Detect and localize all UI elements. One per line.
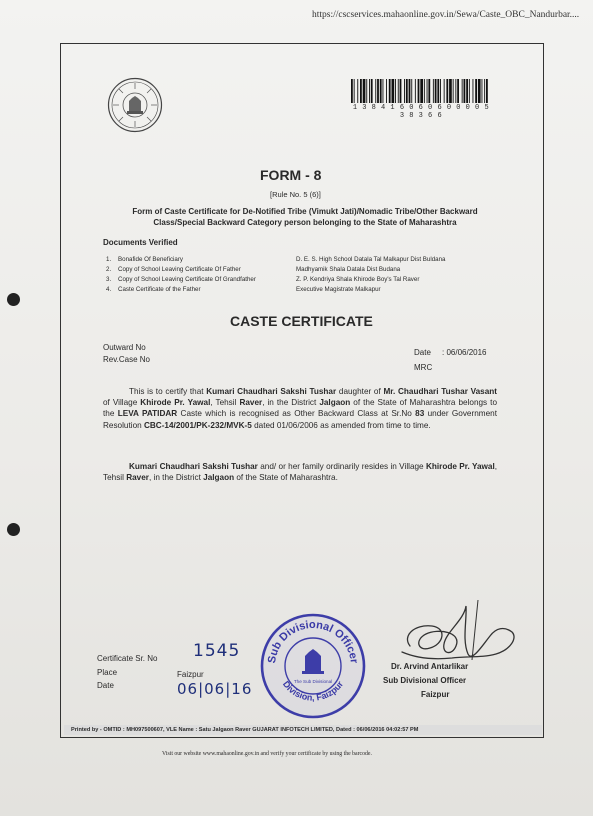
officer-title: Sub Divisional Officer	[383, 676, 467, 685]
officer-signature	[392, 596, 522, 671]
village-name: Khirode Pr. Yawal	[425, 462, 495, 471]
document-number: 2.	[106, 266, 112, 273]
punch-hole-top	[7, 293, 20, 306]
state-seal-icon	[107, 77, 163, 133]
certificate-heading: CASTE CERTIFICATE	[230, 313, 373, 329]
document-source: Z. P. Kendriya Shala Khirode Boy's Tal Raver	[296, 276, 420, 283]
caste-name: LEVA PATIDAR	[117, 409, 178, 419]
document-source: D. E. S. High School Datala Tal Malkapur Dist Buldana	[296, 256, 446, 263]
document-name: Copy of School Leaving Certificate Of Grandfather	[118, 276, 256, 283]
date-label-bottom: Date	[97, 681, 114, 690]
date-handwritten: 06|06|16	[177, 680, 253, 698]
stamp-center-text: The Sub Divisional	[293, 679, 333, 684]
document-row	[106, 276, 419, 283]
officer-place: Faizpur	[421, 690, 450, 699]
certificate-paragraph-2: Kumari Chaudhari Sakshi Tushar and/ or her family ordinarily resides in Village Khirode Pr. Yawal, Tehsil Raver, in the District Jalgaon of the State of Maharashtra.	[103, 462, 498, 483]
certificate-sr-no-handwritten: 1545	[193, 641, 241, 661]
tehsil-name: Raver	[239, 398, 263, 408]
mrc-label: MRC	[414, 363, 433, 372]
document-number: 3.	[106, 276, 112, 283]
date-label: Date	[414, 348, 431, 357]
applicant-name: Kumari Chaudhari Sakshi Tushar	[129, 462, 258, 471]
place-value: Faizpur	[177, 670, 204, 679]
form-subtitle: Form of Caste Certificate for De-Notified Tribe (Vimukt Jati)/Nomadic Tribe/Other Backward Class/Special Backward Category person belonging to the State of Maharashtra	[132, 207, 478, 227]
document-name: Bonafide Of Beneficiary	[118, 256, 184, 263]
rule-reference: [Rule No. 5 (6)]	[270, 190, 321, 199]
footer-verify-note: Visit our website www.mahaonline.gov.in and verify your certificate by using the barcode.	[162, 751, 372, 757]
document-row	[106, 286, 381, 293]
document-source: Madhyamik Shala Datala Dist Budana	[296, 266, 401, 273]
document-row	[106, 266, 400, 273]
document-number: 4.	[106, 286, 112, 293]
place-label: Place	[97, 668, 118, 677]
official-stamp	[258, 611, 368, 721]
certificate-sr-no-label: Certificate Sr. No	[97, 654, 158, 663]
officer-name: Dr. Arvind Antarlikar	[391, 662, 469, 671]
documents-heading: Documents Verified	[103, 238, 178, 247]
document-row	[106, 256, 446, 263]
village-name: Khirode Pr. Yawal	[140, 398, 211, 408]
document-source: Executive Magistrate Malkapur	[296, 286, 381, 293]
source-url: https://cscservices.mahaonline.gov.in/Sewa/Caste_OBC_Nandurbar....	[312, 10, 580, 20]
punch-hole-bottom	[7, 523, 20, 536]
certificate-date: : 06/06/2016	[442, 348, 487, 357]
document-name: Copy of School Leaving Certificate Of Father	[118, 266, 241, 273]
form-title: FORM - 8	[260, 167, 322, 183]
father-name: Mr. Chaudhari Tushar Vasant	[383, 387, 497, 396]
stamp-text-top: Sub Divisional Officer	[266, 618, 360, 665]
document-number: 1.	[106, 256, 112, 263]
barcode	[351, 79, 491, 103]
district-name: Jalgaon	[319, 398, 351, 408]
printed-by-bar: Printed by - OMTID : MH097500607, VLE Name : Satu Jalgaon Raver GUJARAT INFOTECH LIMITED, Dated : 06/06/2016 04:02:57 PM	[64, 725, 542, 735]
gr-date: 01/06/2006	[276, 420, 318, 430]
certificate-paragraph-1: This is to certify that Kumari Chaudhari Sakshi Tushar daughter of Mr. Chaudhari Tushar Vasant of Village Khirode Pr. Yawal, Tehsil Raver, in the District Jalgaon of the State of Maharashtra belongs to the LEVA PATIDAR Caste which is recognised as Other Backward Class at Sr.No 83 under Government Resolution CBC-14/2001/PK-232/MVK-5 dated 01/06/2006 as amended from time to time.	[103, 387, 497, 430]
gr-number: CBC-14/2001/PK-232/MVK-5	[143, 420, 252, 430]
tehsil-name: Raver	[126, 473, 149, 483]
document-name: Caste Certificate of the Father	[118, 286, 201, 293]
applicant-name: Kumari Chaudhari Sakshi Tushar	[206, 387, 337, 396]
outward-no-label: Outward No	[103, 343, 146, 352]
stamp-text-bottom: Division, Faizpur	[280, 679, 346, 703]
barcode-number: 1 3 8 4 1 6 0 6 0 6 0 0 0 0 5 3 8 3 6 6	[352, 104, 490, 120]
caste-sr-no: 83	[415, 409, 425, 419]
district-name: Jalgaon	[203, 473, 235, 483]
rev-case-no-label: Rev.Case No	[103, 355, 150, 364]
